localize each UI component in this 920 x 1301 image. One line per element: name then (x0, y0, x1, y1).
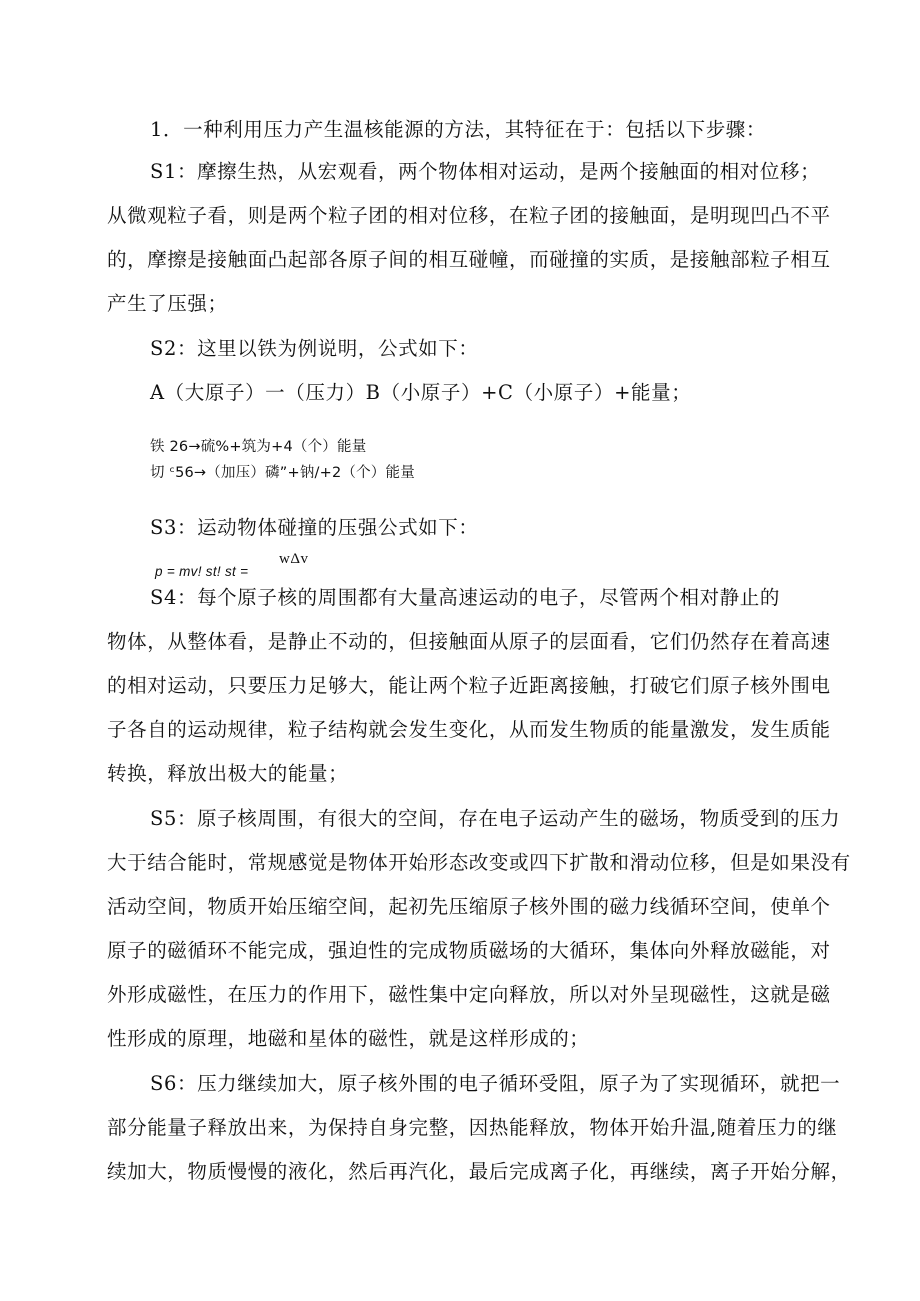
step-s6-line-1: S6：压力继续加大，原子核外围的电子循环受阻，原子为了实现循环，就把一 (150, 1072, 841, 1095)
reaction-line-iron: 铁 26→硫%+筑为+4（个）能量 (150, 439, 367, 455)
step-s3-line: S3：运动物体碰撞的压强公式如下： (150, 516, 479, 539)
step-s2-formula-line: A（大原子）一（压力）B（小原子）+C（小原子）+能量； (150, 381, 692, 404)
step-s4-line-5: 转换，释放出极大的能量； (107, 762, 349, 785)
step-s5-line-6: 性形成的原理，地磁和星体的磁性，就是这样形成的； (107, 1027, 590, 1050)
pressure-formula: p = mv! st! st = (155, 564, 249, 579)
step-s2-line-1: S2：这里以铁为例说明，公式如下： (150, 337, 479, 360)
step-s4-line-3: 的相对运动，只要压力足够大，能让两个粒子近距离接触，打破它们原子核外围电 (107, 674, 831, 697)
claim-heading: 1．一种利用压力产生温核能源的方法，其特征在于：包括以下步骤： (150, 118, 767, 141)
step-s5-line-5: 外形成磁性，在压力的作用下，磁性集中定向释放，所以对外呈现磁性，这就是磁 (107, 983, 831, 1006)
step-s5-line-2: 大于结合能时，常规感觉是物体开始形态改变或四下扩散和滑动位移，但是如果没有 (107, 851, 851, 874)
step-s1-line-1: S1：摩擦生热，从宏观看，两个物体相对运动，是两个接触面的相对位移； (150, 160, 821, 183)
step-s5-line-3: 活动空间，物质开始压缩空间，起初先压缩原子核外围的磁力线循环空间，使单个 (107, 895, 831, 918)
step-s5-line-4: 原子的磁循环不能完成，强迫性的完成物质磁场的大循环，集体向外释放磁能，对 (107, 939, 831, 962)
step-s5-line-1: S5：原子核周围，有很大的空间，存在电子运动产生的磁场，物质受到的压力 (150, 807, 841, 830)
step-s4-line-4: 子各自的运动规律，粒子结构就会发生变化，从而发生物质的能量激发，发生质能 (107, 718, 831, 741)
step-s1-line-3: 的，摩擦是接触面凸起部各原子间的相互碰幢，而碰撞的实质，是接触部粒子相互 (107, 248, 831, 271)
step-s4-line-2: 物体，从整体看，是静止不动的，但接触面从原子的层面看，它们仍然存在着高速 (107, 630, 831, 653)
formula-fraction-top: wΔv (279, 551, 309, 567)
step-s4-line-1: S4：每个原子核的周围都有大量高速运动的电子，尽管两个相对静止的 (150, 586, 780, 609)
step-s6-line-2: 部分能量子释放出来，为保持自身完整，因热能释放，物体开始升温,随着压力的继 (107, 1116, 838, 1139)
step-s1-line-2: 从微观粒子看，则是两个粒子团的相对位移，在粒子团的接触面，是明现凹凸不平 (107, 204, 831, 227)
step-s6-line-3: 续加大，物质慢慢的液化，然后再汽化，最后完成离子化，再继续，离子开始分解， (107, 1160, 851, 1183)
reaction-line-pressure: 切 ᶜ56→（加压）磷”+钠/+2（个）能量 (150, 465, 415, 481)
step-s1-line-4: 产生了压强； (107, 292, 228, 315)
